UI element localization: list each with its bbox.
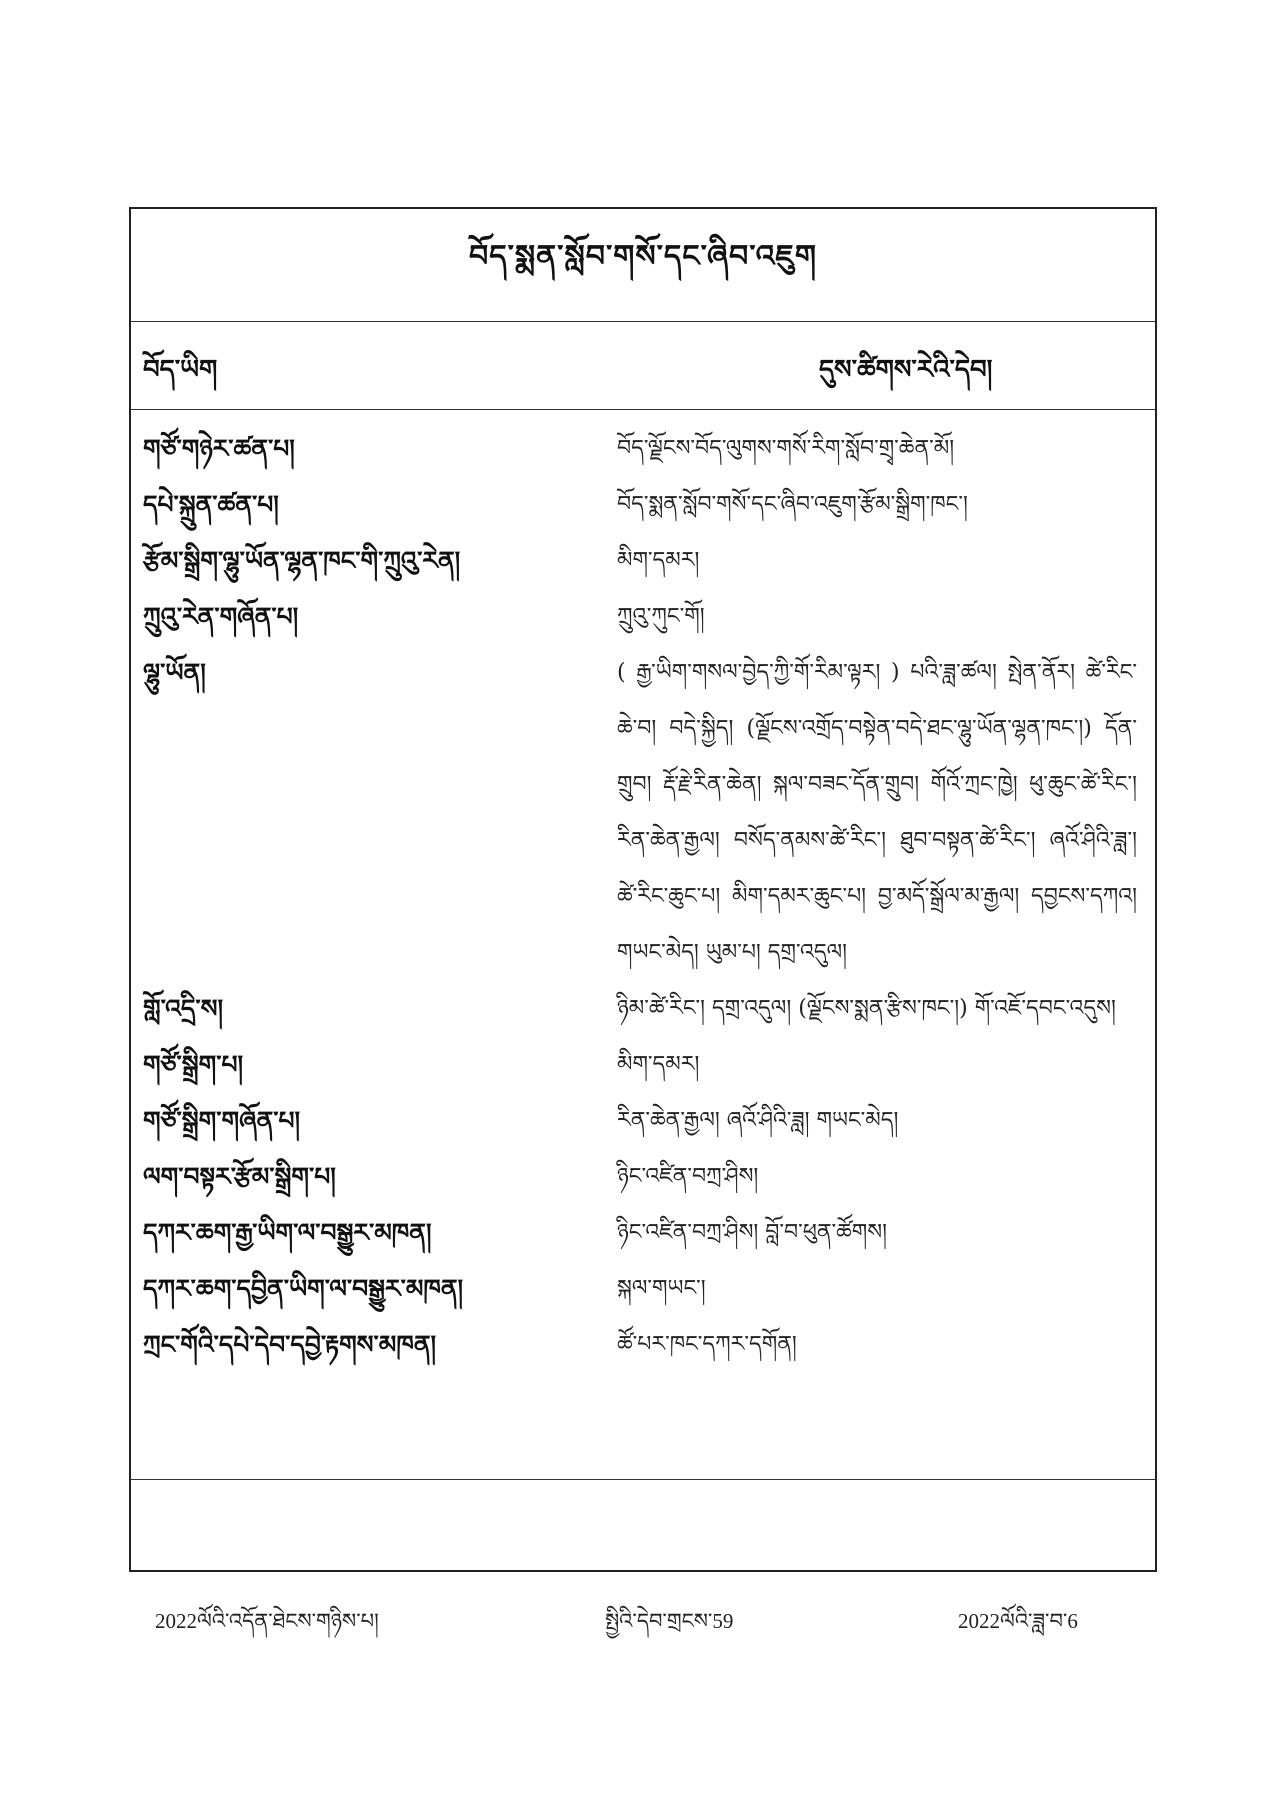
table-row <box>131 1149 1155 1205</box>
row-label: གློ་འདྲི་ས། <box>143 994 224 1023</box>
row-label: རྩོམ་སྒྲིག་ལྷུ་ཡོན་ལྷན་ཁང་གི་ཀྲུའུ་རེན། <box>143 546 461 575</box>
row-value: ཉིང་འཛིན་བཀྲ་ཤིས། བློ་བ་ཕུན་ཚོགས། <box>617 1220 888 1245</box>
row-value: བོད་ལྗོངས་བོད་ལུགས་གསོ་རིག་སློབ་གྲྭ་ཆེན་མོ། <box>617 436 955 461</box>
document-title: བོད་སྨན་སློབ་གསོ་དང་ཞིབ་འཇུག <box>469 239 817 274</box>
info-rows <box>131 421 1155 1373</box>
row-value: ཉིམ་ཚེ་རིང་། དགྲ་འདུལ། (ལྗོངས་སྨན་རྩིས་ཁང་།) གོ་འཇོ་དབང་འདུས། <box>617 996 1116 1021</box>
table-row <box>131 589 1155 645</box>
table-row <box>131 1093 1155 1149</box>
row-label: ཀྲང་གོའི་དཔེ་དེབ་དབྱེ་རྟགས་མཁན། <box>143 1330 437 1359</box>
table-row <box>131 1205 1155 1261</box>
row-value: རིན་ཆེན་རྒྱལ། ཞའོ་ཤིའི་ཟླ། གཡང་མེད། <box>617 1108 899 1133</box>
row-value: མིག་དམར། <box>617 548 700 573</box>
row-value: མིག་དམར། <box>617 1052 700 1077</box>
row-label: དཀར་ཆག་དབྱིན་ཡིག་ལ་བསྒྱུར་མཁན། <box>143 1274 464 1303</box>
bottom-divider <box>131 1479 1155 1480</box>
footer-date: 2022ལོའི་ཟླ་བ་6 <box>958 1609 1078 1633</box>
row-label: གཙོ་སྒྲིག་པ། <box>143 1050 244 1079</box>
header-language: བོད་ཡིག <box>143 355 218 385</box>
row-value: བོད་སྨན་སློབ་གསོ་དང་ཞིབ་འཇུག་རྩོམ་སྒྲིག་ཁང་། <box>617 492 968 517</box>
row-value: ( རྒྱ་ཡིག་གསལ་བྱེད་ཀྱི་གོ་རིམ་ལྟར། ) པའི་ཟླ་ཚལ། སྤེན་ནོར། ཚེ་རིང་ཆེ་བ། བདེ་སྐྱིད། (ལྗོངས་འགྲོད་བསྟེན་བདེ་ཐང་ལྷུ་ཡོན་ལྷན་ཁང་།) དོན་གྲུབ། རྡོ་རྗེ་རིན་ཆེན། སྐལ་བཟང་དོན་གྲུབ། གོའོ་ཀྲང་ཁྱེ། ཕུ་ཆུང་ཚེ་རིང་། རིན་ཆེན་རྒྱལ། བསོད་ནམས་ཚེ་རིང་། ཐུབ་བསྟན་ཚེ་རིང་། ཞའོ་ཤིའི་ཟླ་། ཚེ་རིང་ཆུང་པ། མིག་དམར་ཆུང་པ། བྱ་མདོ་སྒྲོལ་མ་རྒྱལ། དབྱངས་དཀའ། གཡང་མེད། ཡུམ་པ། དགྲ་འདུལ། <box>617 660 1137 965</box>
footer-edition: 2022ལོའི་འདོན་ཐེངས་གཉིས་པ། <box>155 1609 379 1633</box>
header-periodical: དུས་ཚིགས་རེའི་དེབ། <box>819 355 993 385</box>
table-row <box>131 981 1155 1037</box>
header-divider <box>131 409 1155 410</box>
table-row <box>131 1037 1155 1093</box>
row-label: ལག་བསྟར་རྩོམ་སྒྲིག་པ། <box>143 1162 336 1191</box>
table-row <box>131 477 1155 533</box>
table-row <box>131 1261 1155 1317</box>
title-divider <box>131 321 1155 322</box>
row-value: སྐལ་གཡང་། <box>617 1276 706 1301</box>
table-row <box>131 645 1155 981</box>
row-label: དཔེ་སྐྲུན་ཚན་པ། <box>143 490 279 519</box>
row-label: ལྷུ་ཡོན། <box>143 658 206 687</box>
row-label: དཀར་ཆག་རྒྱ་ཡིག་ལ་བསྒྱུར་མཁན། <box>143 1218 432 1247</box>
table-row <box>131 421 1155 477</box>
row-value: ཀྲུའུ་ཀུང་གོ། <box>617 604 705 629</box>
table-row <box>131 1317 1155 1373</box>
publication-info-table <box>129 207 1157 1572</box>
row-label: གཙོ་སྒྲིག་གཞོན་པ། <box>143 1106 301 1135</box>
row-value: ཚོ་པར་ཁང་དཀར་དགོན། <box>617 1332 797 1357</box>
table-row <box>131 533 1155 589</box>
footer-issue-number: སྤྱིའི་དེབ་གྲངས་59 <box>605 1609 734 1633</box>
row-label: ཀྲུའུ་རེན་གཞོན་པ། <box>143 602 299 631</box>
row-label: གཙོ་གཉེར་ཚན་པ། <box>143 434 295 463</box>
row-value: ཉིང་འཛིན་བཀྲ་ཤིས། <box>617 1164 759 1189</box>
